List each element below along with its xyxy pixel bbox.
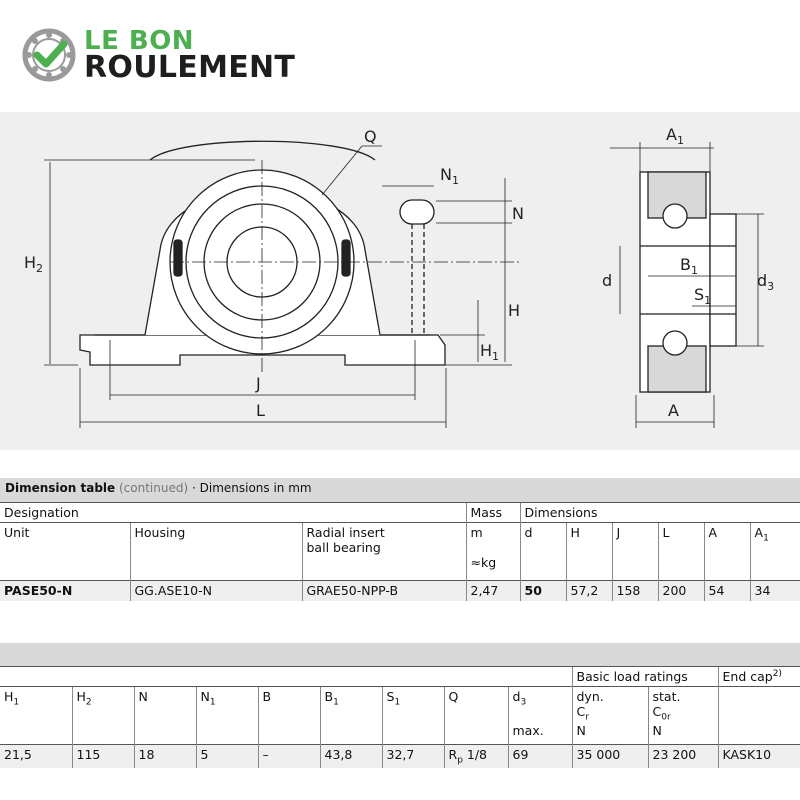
- table-row: [0, 581, 800, 602]
- cell-b: –: [258, 745, 320, 768]
- col-h2: $H_2$: [72, 687, 134, 745]
- label-h2: $H_2$: [24, 253, 44, 275]
- col-unit: Unit: [0, 523, 130, 581]
- cell-d: 50: [520, 581, 566, 602]
- cell-n: 18: [134, 745, 196, 768]
- cell-a1: 34: [750, 581, 800, 602]
- label-b1: $B_1$: [680, 255, 698, 277]
- col-mass: Mass: [466, 503, 520, 523]
- cell-b1: 43,8: [320, 745, 382, 768]
- col-n1: $N_1$: [196, 687, 258, 745]
- col-cr: dyn. $C_r$ N: [572, 687, 648, 745]
- brand-name-line2: ROULEMENT: [84, 50, 296, 85]
- cell-s1: 32,7: [382, 745, 444, 768]
- header: [0, 0, 800, 112]
- col-b1: $B_1$: [320, 687, 382, 745]
- cell-q: $R_p$ 1/8: [444, 745, 508, 768]
- label-h1: $H_1$: [480, 341, 500, 363]
- col-insert: Radial insert ball bearing: [302, 523, 466, 581]
- cell-h: 57,2: [566, 581, 612, 602]
- cell-cr: 35 000: [572, 745, 648, 768]
- cell-l: 200: [658, 581, 704, 602]
- col-j: J: [612, 523, 658, 581]
- label-n: N: [512, 204, 524, 223]
- col-designation: Designation: [0, 503, 466, 523]
- col-h1: $H_1$: [0, 687, 72, 745]
- cell-housing: GG.ASE10-N: [130, 581, 302, 602]
- label-a1: $A_1$: [666, 125, 684, 147]
- cell-j: 158: [612, 581, 658, 602]
- cell-end-cap: KASK10: [718, 745, 800, 768]
- cell-n1: 5: [196, 745, 258, 768]
- label-l: L: [256, 401, 265, 420]
- cell-unit: PASE50-N: [0, 581, 130, 602]
- cell-h2: 115: [72, 745, 134, 768]
- bearing-check-logo-icon: [22, 28, 76, 82]
- cell-d3: 69: [508, 745, 572, 768]
- cell-insert: GRAE50-NPP-B: [302, 581, 466, 602]
- label-a: A: [668, 401, 679, 420]
- col-a1: $A_1$: [750, 523, 800, 581]
- col-basic-load-ratings: Basic load ratings: [572, 667, 718, 687]
- header-row-2: [0, 523, 800, 581]
- col-m: m ≈kg: [466, 523, 520, 581]
- col-q: Q: [444, 687, 508, 745]
- cell-a: 54: [704, 581, 750, 602]
- label-j: J: [256, 374, 261, 393]
- header-row-2: [0, 687, 800, 745]
- technical-drawing: [0, 112, 800, 450]
- col-housing: Housing: [130, 523, 302, 581]
- cell-h1: 21,5: [0, 745, 72, 768]
- table-spacer-row: [0, 643, 800, 667]
- label-s1: $S_1$: [694, 285, 712, 307]
- header-row-1: [0, 667, 800, 687]
- table-caption-row: [0, 478, 800, 503]
- brand-name-line1: LE BON: [84, 26, 195, 56]
- col-d3: $d_3$ max.: [508, 687, 572, 745]
- col-a: A: [704, 523, 750, 581]
- col-s1: $S_1$: [382, 687, 444, 745]
- bearing-unit-drawing: [0, 112, 800, 450]
- col-end-cap: End cap$^{2)}$: [718, 667, 800, 687]
- col-c0r: stat. $C_{0r}$ N: [648, 687, 718, 745]
- col-b: B: [258, 687, 320, 745]
- col-l: L: [658, 523, 704, 581]
- col-d: d: [520, 523, 566, 581]
- col-dimensions: Dimensions: [520, 503, 800, 523]
- label-n1: $N_1$: [440, 165, 459, 187]
- label-d3: $d_3$: [757, 271, 775, 293]
- col-n: N: [134, 687, 196, 745]
- cell-c0r: 23 200: [648, 745, 718, 768]
- label-h: H: [508, 301, 521, 320]
- dimension-table: [0, 478, 800, 601]
- col-h: H: [566, 523, 612, 581]
- header-row-1: [0, 503, 800, 523]
- label-d: d: [602, 271, 613, 290]
- load-ratings-table: [0, 643, 800, 768]
- label-q: Q: [364, 127, 377, 146]
- table-caption: Dimension table (continued) · Dimensions in mm: [0, 478, 800, 503]
- cell-mass: 2,47: [466, 581, 520, 602]
- table-row: [0, 745, 800, 768]
